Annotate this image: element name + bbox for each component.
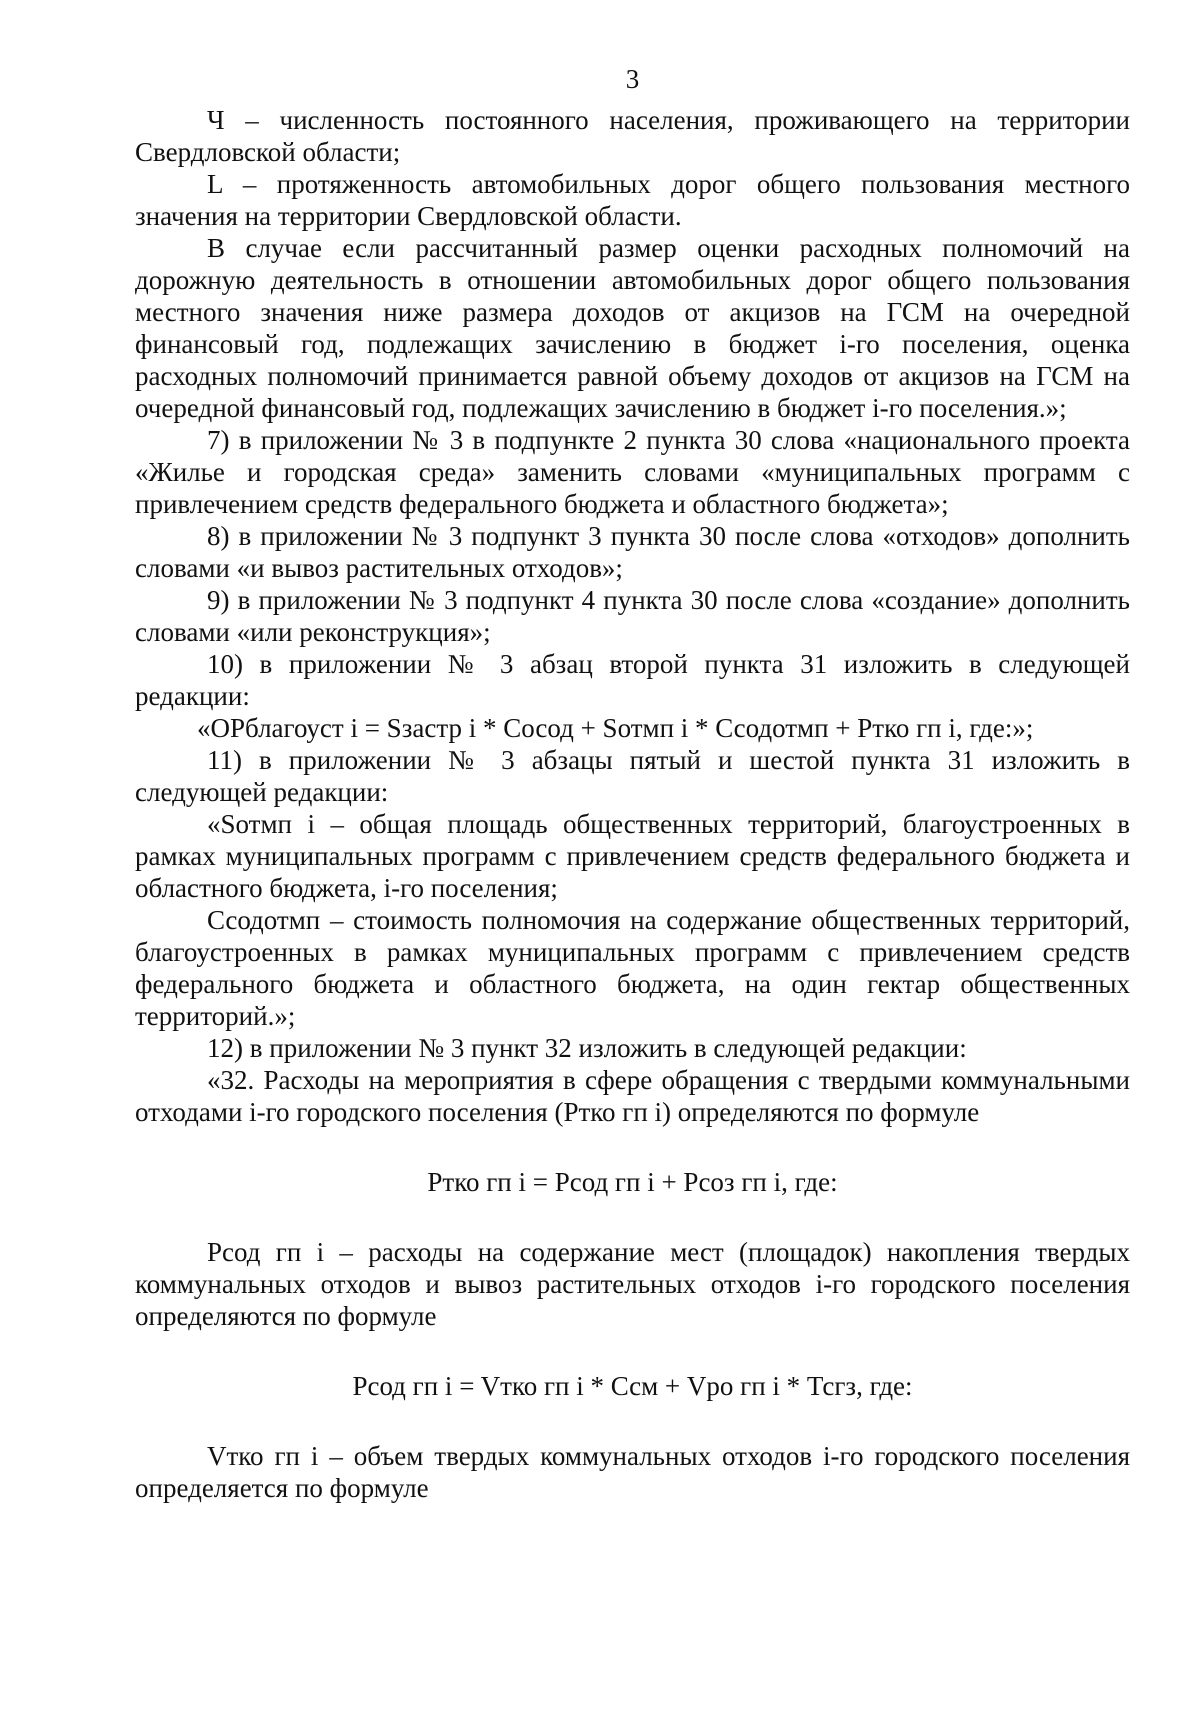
paragraph-sotmp-definition: «Sотмп i – общая площадь общественных территорий, благоустроенных в рамках муниципальных программ с привлечением средств федерального бюджета и областного бюджета, i-го поселения; bbox=[135, 809, 1130, 903]
paragraph-item-10: 10) в приложении № 3 абзац второй пункта 31 изложить в следующей редакции: bbox=[135, 649, 1130, 711]
page-number: 3 bbox=[625, 64, 640, 94]
paragraph-item-32: «32. Расходы на мероприятия в сфере обращения с твердыми коммунальными отходами i-го городского поселения (Ртко гп i) определяются по формуле bbox=[135, 1065, 1130, 1127]
spacer bbox=[135, 1332, 1130, 1370]
formula-rtko: Ртко гп i = Рсод гп i + Рсоз гп i, где: bbox=[427, 1167, 838, 1197]
paragraph-expense-estimate: В случае если рассчитанный размер оценки расходных полномочий на дорожную деятельность в отношении автомобильных дорог общего пользования местного значения ниже размера доходов от акцизов на ГСМ на очередной финансовый год, подлежащих зачислению в бюджет i-го поселения, оценка расходных полномочий принимается равной объему доходов от акцизов на ГСМ на очередной финансовый год, подлежащих зачислению в бюджет i-го поселения.»; bbox=[135, 233, 1130, 423]
formula-rsod: Рсод гп i = Vтко гп i * Ссм + Vро гп i * Тсгз, где: bbox=[352, 1371, 913, 1401]
formula-or-blagoust: «ОРблагоуст i = Sзастр i * Сосод + Sотмп i * Ссодотмп + Ртко гп i, где:»; bbox=[197, 713, 1034, 743]
paragraph-item-8: 8) в приложении № 3 подпункт 3 пункта 30 после слова «отходов» дополнить словами «и вывоз растительных отходов»; bbox=[135, 521, 1130, 583]
spacer bbox=[135, 1402, 1130, 1440]
paragraph-item-7: 7) в приложении № 3 в подпункте 2 пункта 30 слова «национального проекта «Жилье и городская среда» заменить словами «муниципальных программ с привлечением средств федерального бюджета и областного бюджета»; bbox=[135, 425, 1130, 519]
paragraph-rsod-definition: Рсод гп i – расходы на содержание мест (площадок) накопления твердых коммунальных отходов и вывоз растительных отходов i-го городского поселения определяются по формуле bbox=[135, 1237, 1130, 1331]
paragraph-ssodotmp-definition: Ссодотмп – стоимость полномочия на содержание общественных территорий, благоустроенных в рамках муниципальных программ с привлечением средств федерального бюджета и областного бюджета, на один гектар общественных территорий.»; bbox=[135, 905, 1130, 1031]
paragraph-item-12: 12) в приложении № 3 пункт 32 изложить в следующей редакции: bbox=[207, 1033, 967, 1063]
paragraph-population: Ч – численность постоянного населения, проживающего на территории Свердловской области; bbox=[135, 105, 1130, 167]
spacer bbox=[135, 1198, 1130, 1236]
paragraph-vtko-definition: Vтко гп i – объем твердых коммунальных отходов i-го городского поселения определяется по формуле bbox=[135, 1441, 1130, 1503]
paragraph-item-9: 9) в приложении № 3 подпункт 4 пункта 30 после слова «создание» дополнить словами «или реконструкция»; bbox=[135, 585, 1130, 647]
spacer bbox=[135, 1128, 1130, 1166]
paragraph-road-length: L – протяженность автомобильных дорог общего пользования местного значения на территории Свердловской области. bbox=[135, 169, 1130, 231]
paragraph-item-11: 11) в приложении № 3 абзацы пятый и шестой пункта 31 изложить в следующей редакции: bbox=[135, 745, 1130, 807]
document-page bbox=[135, 60, 1130, 1504]
